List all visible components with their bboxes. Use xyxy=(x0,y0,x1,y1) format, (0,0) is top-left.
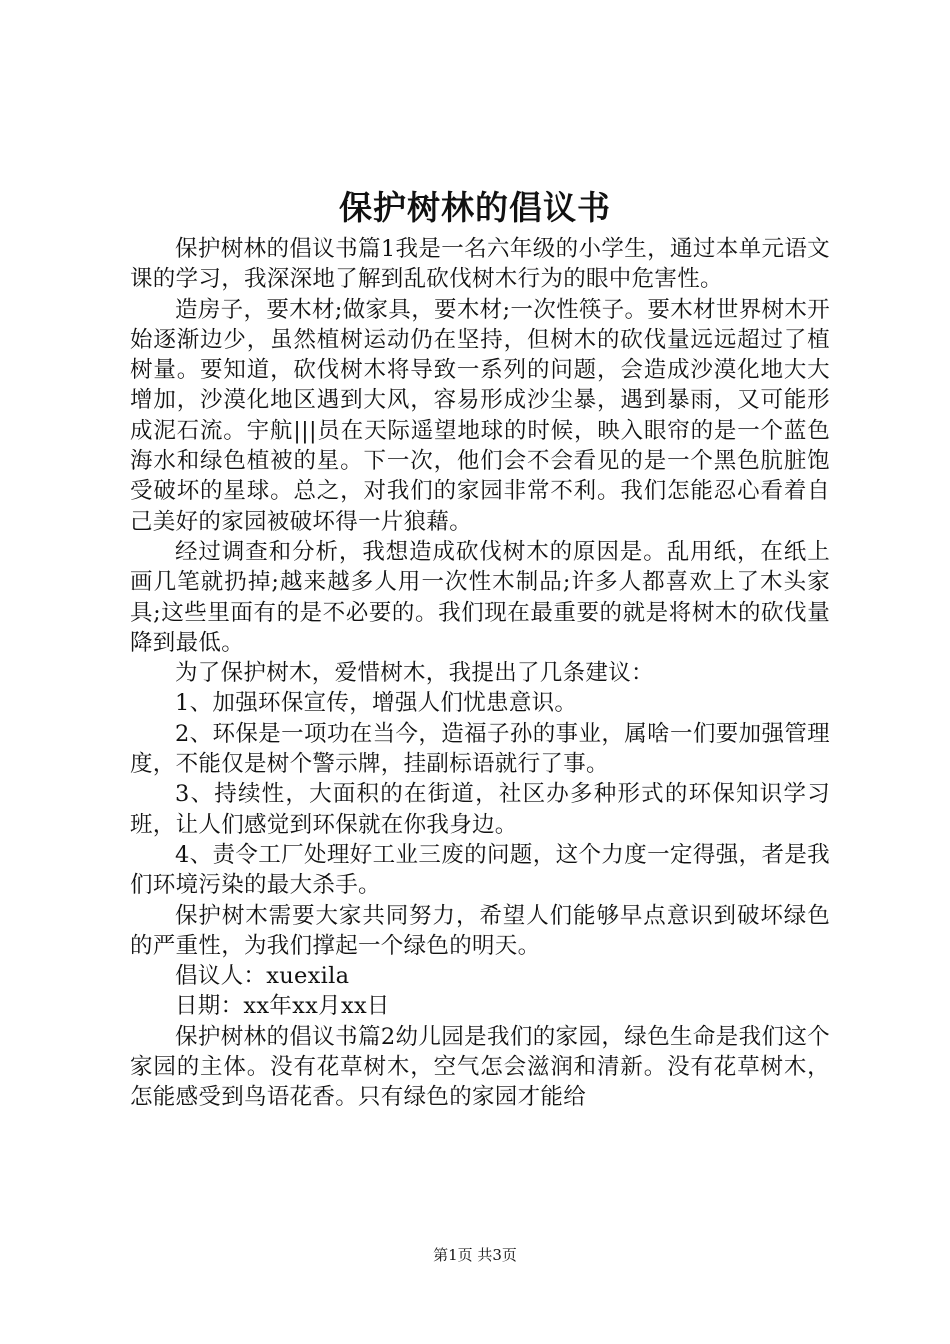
paragraph-deforestation: 造房子，要木材;做家具，要木材;一次性筷子。要木材世界树木开始逐渐边少，虽然植树运动仍在坚持，但树木的砍伐量远远超过了植树量。要知道，砍伐树木将导致一系列的问题，会造成沙漠化地大大增加，沙漠化地区遇到大风，容易形成沙尘暴，遇到暴雨，又可能形成泥石流。宇航|||员在天际遥望地球的时候，映入眼帘的是一个蓝色海水和绿色植被的星。下一次，他们会不会看见的是一个黑色肮脏饱受破坏的星球。总之，对我们的家园非常不利。我们怎能忍心看着自己美好的家园被破坏得一片狼藉。 xyxy=(130,296,830,535)
paragraph-conclusion: 保护树木需要大家共同努力，希望人们能够早点意识到破坏绿色的严重性，为我们撑起一个绿色的明天。 xyxy=(130,902,830,959)
suggestion-item-1: 1、加强环保宣传，增强人们忧患意识。 xyxy=(175,690,578,717)
document-body xyxy=(130,234,830,1113)
paragraph-intro: 保护树林的倡议书篇1我是一名六年级的小学生，通过本单元语文课的学习，我深深地了解到乱砍伐树木行为的眼中危害性。 xyxy=(130,236,830,293)
signature-proposer: 倡议人：xuexila xyxy=(175,963,350,990)
suggestion-item-4: 4、责令工厂处理好工业三废的问题，这个力度一定得强，者是我们环境污染的最大杀手。 xyxy=(130,841,830,899)
signature-date: 日期：xx年xx月xx日 xyxy=(175,993,390,1020)
suggestion-item-2: 2、环保是一项功在当今，造福子孙的事业，属啥一们要加强管理度，不能仅是树个警示牌，挂副标语就行了事。 xyxy=(130,720,830,778)
page-number-footer: 第1页 共3页 xyxy=(433,1246,517,1264)
paragraph-part-2: 保护树林的倡议书篇2幼儿园是我们的家园，绿色生命是我们这个家园的主体。没有花草树木，空气怎会滋润和清新。没有花草树木，怎能感受到鸟语花香。只有绿色的家园才能给 xyxy=(130,1023,830,1111)
page-title: 保护树林的倡议书 xyxy=(339,188,611,227)
suggestion-item-3: 3、持续性，大面积的在街道，社区办多种形式的环保知识学习班，让人们感觉到环保就在你我身边。 xyxy=(130,781,830,838)
paragraph-causes: 经过调查和分析，我想造成砍伐树木的原因是。乱用纸，在纸上画几笔就扔掉;越来越多人用一次性木制品;许多人都喜欢上了木头家具;这些里面有的是不必要的。我们现在最重要的就是将树木的砍伐量降到最低。 xyxy=(130,538,830,656)
paragraph-suggestions-intro: 为了保护树木，爱惜树木，我提出了几条建议： xyxy=(175,660,654,687)
